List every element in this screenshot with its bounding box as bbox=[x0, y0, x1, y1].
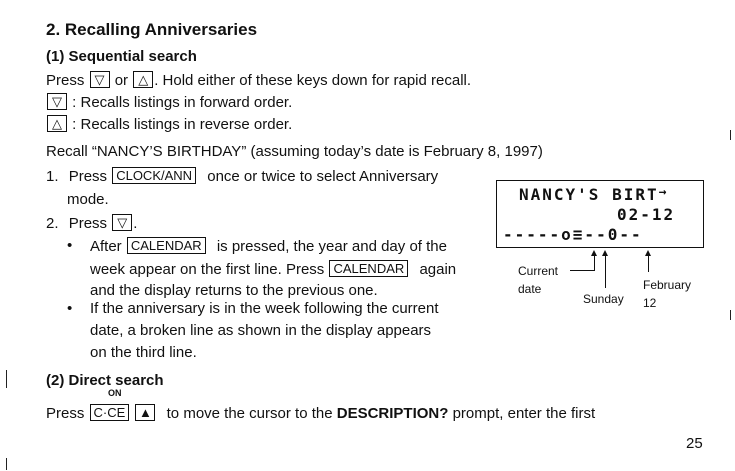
down-key-icon: ▽ bbox=[90, 71, 110, 88]
description-prompt: DESCRIPTION? bbox=[336, 405, 449, 422]
on-label: ON bbox=[108, 388, 122, 398]
direct-mid-text: to move the cursor to the bbox=[166, 405, 333, 422]
callout-line bbox=[570, 270, 595, 271]
display-line-3: -----o≡--0-- bbox=[503, 225, 643, 244]
clock-ann-key-icon: CLOCK/ANN bbox=[112, 167, 196, 184]
cce-key-icon: C·CE bbox=[90, 404, 130, 421]
recall-instruction: Recall “NANCY’S BIRTHDAY” (assuming today’s date is February 8, 1997) bbox=[46, 143, 543, 160]
scroll-right-arrow-icon: → bbox=[658, 185, 669, 200]
direct-end-text: prompt, enter the first bbox=[452, 405, 596, 422]
direct-search-line bbox=[46, 404, 595, 423]
label-12: 12 bbox=[643, 296, 657, 310]
subsection-direct-title: (2) Direct search bbox=[46, 372, 164, 389]
callout-line bbox=[648, 256, 649, 272]
bullet-2-line-1: If the anniversary is in the week following the current bbox=[90, 300, 439, 317]
or-text: or bbox=[114, 72, 129, 89]
forward-text: : Recalls listings in forward order. bbox=[72, 94, 293, 111]
label-current: Current bbox=[518, 264, 559, 278]
subsection-sequential-title: (1) Sequential search bbox=[46, 48, 197, 65]
press-text: Press bbox=[46, 405, 85, 422]
step-2-line bbox=[46, 214, 137, 233]
calendar-key-icon: CALENDAR bbox=[329, 260, 408, 277]
up-key-icon: △ bbox=[133, 71, 153, 88]
callout-line bbox=[594, 256, 595, 270]
edge-mark bbox=[730, 130, 731, 140]
press-text: Press bbox=[68, 215, 108, 232]
hold-text: . Hold either of these keys down for rapid recall. bbox=[154, 72, 472, 89]
bullet-2-line-3: on the third line. bbox=[90, 344, 197, 361]
step-2-number: 2. bbox=[46, 215, 59, 232]
reverse-line bbox=[46, 115, 292, 134]
bullet-1-line-2-text: week appear on the first line. Press bbox=[90, 261, 325, 278]
display-line-2: 02-12 bbox=[617, 205, 676, 224]
down-key-icon: ▽ bbox=[47, 93, 67, 110]
display-line-1 bbox=[519, 185, 668, 204]
step-1-number: 1. bbox=[46, 168, 59, 185]
down-key-icon: ▽ bbox=[112, 214, 132, 231]
bullet-1-line-2 bbox=[90, 260, 456, 279]
section-title: 2. Recalling Anniversaries bbox=[46, 20, 258, 39]
edge-mark bbox=[6, 370, 7, 388]
step-1-continued: mode. bbox=[67, 191, 109, 208]
step-1-line bbox=[46, 167, 438, 186]
bullet-1-line-3: and the display returns to the previous one. bbox=[90, 282, 378, 299]
label-sunday: Sunday bbox=[583, 292, 624, 306]
after-text: After bbox=[90, 238, 122, 255]
bullet-2-line-2: date, a broken line as shown in the display appears bbox=[90, 322, 432, 339]
display-line-1-text: NANCY'S BIRT bbox=[519, 185, 659, 204]
edge-mark bbox=[6, 458, 7, 470]
label-date: date bbox=[518, 282, 542, 296]
forward-line bbox=[46, 93, 292, 112]
press-text: Press bbox=[68, 168, 108, 185]
page-number: 25 bbox=[686, 435, 703, 452]
up-arrow-key-icon: ▲ bbox=[135, 404, 155, 421]
bullet-1-line-1 bbox=[90, 237, 447, 256]
up-key-icon: △ bbox=[47, 115, 67, 132]
reverse-text: : Recalls listings in reverse order. bbox=[72, 116, 293, 133]
bullet-1-rest: is pressed, the year and day of the bbox=[216, 238, 447, 255]
edge-mark bbox=[730, 310, 731, 320]
lcd-display bbox=[496, 180, 704, 248]
bullet-icon: • bbox=[67, 300, 73, 317]
calendar-key-icon: CALENDAR bbox=[127, 237, 206, 254]
again-text: again bbox=[419, 261, 457, 278]
press-keys-line bbox=[46, 71, 471, 90]
callout-line bbox=[605, 256, 606, 288]
step-1-rest: once or twice to select Anniversary bbox=[207, 168, 439, 185]
bullet-icon: • bbox=[67, 237, 73, 254]
label-february: February bbox=[643, 278, 692, 292]
press-text: Press bbox=[46, 72, 85, 89]
step-2-period: . bbox=[133, 215, 138, 232]
